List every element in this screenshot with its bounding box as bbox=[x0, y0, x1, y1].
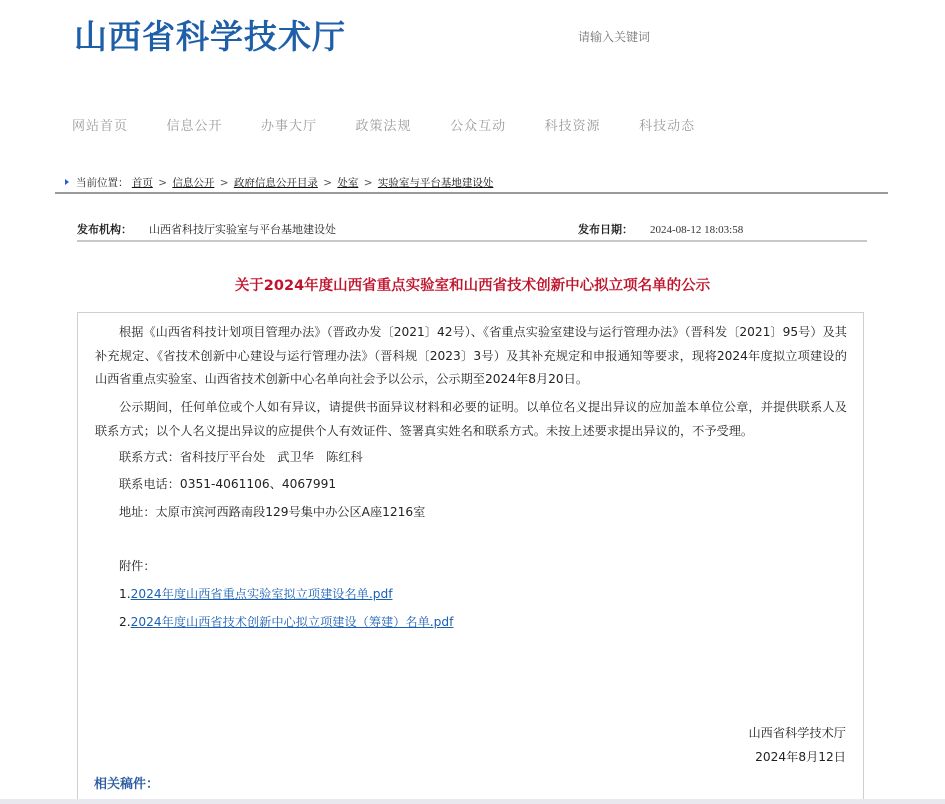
paragraph-basis: 根据《山西省科技计划项目管理办法》（晋政办发〔2021〕42号）、《省重点实验室建设与运行管理办法》（晋科发〔2021〕95号）及其补充规定、《省技术创新中心建设与运行管理办法》（晋科规〔2023〕3号）及其补充规定和申报通知等要求，现将2024年度拟立项建设的山西省重点实验室、山西省技术创新中心名单向社会予以公示，公示期至2024年8月20日。 bbox=[95, 325, 847, 386]
breadcrumb-label: 当前位置： bbox=[76, 177, 129, 189]
attachment-index: 1. bbox=[119, 587, 131, 601]
horizontal-scrollbar[interactable] bbox=[0, 799, 945, 804]
contact-address: 地址：太原市滨河西路南段129号集中办公区A座1216室 bbox=[119, 505, 426, 519]
breadcrumb-home[interactable]: 首页 bbox=[131, 177, 153, 189]
breadcrumb-gov-info-catalog[interactable]: 政府信息公开目录 bbox=[233, 177, 318, 189]
article-title: 关于2024年度山西省重点实验室和山西省技术创新中心拟立项名单的公示 bbox=[234, 278, 711, 294]
signature-org: 山西省科学技术厅 bbox=[748, 726, 846, 740]
nav-item-info-disclosure[interactable]: 信息公开 bbox=[166, 118, 223, 133]
search-input[interactable] bbox=[578, 29, 698, 45]
breadcrumb-separator: > bbox=[323, 177, 332, 189]
breadcrumb-lab-platform-dept[interactable]: 实验室与平台基地建设处 bbox=[377, 177, 494, 189]
site-logo[interactable]: 山西省科学技术厅 bbox=[74, 17, 346, 56]
nav-item-sci-news[interactable]: 科技动态 bbox=[639, 118, 696, 133]
paragraph-objection: 公示期间，任何单位或个人如有异议，请提供书面异议材料和必要的证明。以单位名义提出异议的应加盖本单位公章，并提供联系人及联系方式；以个人名义提出异议的应提供个人有效证件、签署真实姓名和联系方式。未按上述要求提出异议的，不予受理。 bbox=[95, 400, 847, 438]
nav-item-policies[interactable]: 政策法规 bbox=[355, 118, 412, 133]
publish-date-label: 发布日期： bbox=[578, 223, 633, 236]
breadcrumb-separator: > bbox=[219, 177, 229, 189]
publisher-value: 山西省科技厅实验室与平台基地建设处 bbox=[149, 223, 336, 236]
nav-item-home[interactable]: 网站首页 bbox=[72, 118, 129, 133]
nav-item-service-hall[interactable]: 办事大厅 bbox=[261, 118, 318, 133]
signature-date: 2024年8月12日 bbox=[755, 750, 846, 764]
breadcrumb-departments[interactable]: 处室 bbox=[337, 177, 359, 189]
breadcrumb-separator: > bbox=[363, 177, 373, 189]
article-body bbox=[77, 312, 864, 804]
attachment-item bbox=[119, 613, 453, 631]
breadcrumb bbox=[55, 176, 888, 194]
publisher-label: 发布机构： bbox=[77, 223, 132, 236]
related-articles-heading: 相关稿件： bbox=[94, 777, 160, 792]
attachment-item bbox=[119, 585, 392, 603]
attachment-link-key-labs[interactable]: 2024年度山西省重点实验室拟立项建设名单.pdf bbox=[130, 587, 393, 601]
nav-item-sci-resources[interactable]: 科技资源 bbox=[544, 118, 601, 133]
breadcrumb-info-disclosure[interactable]: 信息公开 bbox=[172, 177, 215, 189]
nav-item-public-interaction[interactable]: 公众互动 bbox=[450, 118, 507, 133]
breadcrumb-separator: > bbox=[158, 177, 167, 189]
contact-info: 联系方式：省科技厅平台处 武卫华 陈红科 bbox=[119, 450, 363, 464]
attachments-label: 附件： bbox=[119, 559, 156, 573]
article-meta bbox=[77, 222, 867, 242]
contact-phone: 联系电话：0351-4061106、4067991 bbox=[119, 477, 337, 491]
attachment-index: 2. bbox=[119, 615, 131, 629]
main-nav bbox=[72, 117, 734, 135]
attachment-link-innovation-centers[interactable]: 2024年度山西省技术创新中心拟立项建设（筹建）名单.pdf bbox=[130, 615, 454, 629]
publish-date-value: 2024-08-12 18:03:58 bbox=[650, 224, 744, 236]
arrow-right-icon bbox=[65, 179, 69, 185]
